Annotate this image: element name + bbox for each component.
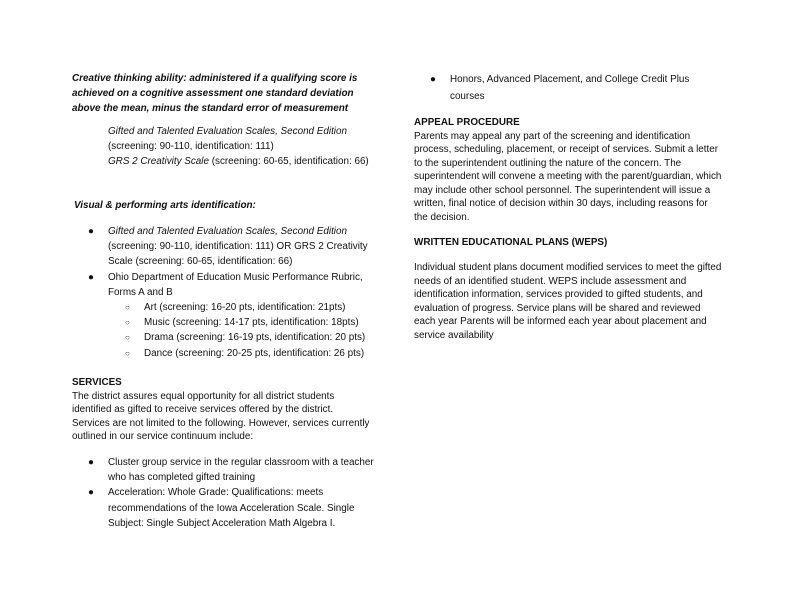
creative-test-gates [108, 124, 378, 154]
service-item: Cluster group service in the regular classroom with a teacher who has completed gifted training [108, 457, 374, 484]
bullet-icon: ● [88, 226, 94, 237]
circle-bullet-icon: ○ [125, 348, 130, 358]
vpa-heading: Visual & performing arts identification: [74, 200, 256, 211]
bullet-icon: ● [88, 457, 94, 468]
list-item [125, 315, 380, 330]
service-item: Honors, Advanced Placement, and College Credit Plus courses [450, 74, 690, 102]
rubric-art: Art (screening: 16-20 pts, identification: 21pts) [144, 302, 346, 314]
rubric-drama: Drama (screening: 16-19 pts, identification: 20 pts) [144, 332, 366, 344]
test-detail: (screening: 90-110, identification: 111) OR GRS 2 Creativity Scale (screening: 60-65, identification: 66) [108, 241, 368, 268]
bullet-icon: ● [88, 271, 94, 283]
list-item [88, 270, 380, 361]
rubric-sublist [125, 300, 380, 361]
weps-heading: WRITTEN EDUCATIONAL PLANS (WEPS) [414, 237, 608, 248]
vpa-list [88, 224, 380, 361]
rubric-music: Music (screening: 14-17 pts, identification: 18pts) [144, 317, 359, 329]
service-item: Acceleration: Whole Grade: Qualifications: meets recommendations of the Iowa Acceleration Scale. Single Subject: Single Subject Acceleration Math Algebra I. [108, 487, 355, 529]
bullet-icon: ● [430, 74, 436, 85]
services-text: The district assures equal opportunity for all district students identified as gifted to receive services offered by the district. Services are not limited to the following. However, services currently outlined in our service continuum include: [72, 390, 370, 443]
list-item [125, 330, 380, 345]
appeal-text: Parents may appeal any part of the screening and identification process, scheduling, placement, or receipt of services. Submit a letter to the superintendent outlining the nature of the concern. The superintendent will convene a meeting with the parent/guardian, which may include other school personnel. The superintendent will issue a written, final notice of decision within 30 days, including reasons for the decision. [414, 130, 722, 223]
services-list-continued [430, 72, 720, 105]
list-item [88, 224, 380, 270]
list-item [88, 485, 378, 531]
bullet-icon: ● [88, 487, 94, 499]
services-section [72, 376, 372, 444]
services-list [88, 455, 378, 531]
creative-tests [108, 124, 378, 170]
list-item [125, 300, 380, 315]
list-item [88, 455, 378, 485]
list-item [430, 72, 720, 105]
test-detail: (screening: 90-110, identification: 111) [108, 141, 274, 153]
rubric-name: Ohio Department of Education Music Performance Rubric, Forms A and B [108, 271, 363, 298]
list-item [125, 346, 380, 361]
test-name: Gifted and Talented Evaluation Scales, Second Edition [108, 226, 347, 237]
weps-text: Individual student plans document modified services to meet the gifted needs of an identified student. WEPS include assessment and identification information, services provided to gifted students, and evaluation of progress. Service plans will be shared and reviewed each year Parents will be informed each year about placement and service availability [414, 262, 722, 341]
rubric-dance: Dance (screening: 20-25 pts, identification: 26 pts) [144, 347, 365, 359]
appeal-section [414, 116, 724, 224]
circle-bullet-icon: ○ [125, 303, 130, 313]
test-detail: (screening: 60-65, identification: 66) [208, 156, 369, 168]
services-heading: SERVICES [72, 377, 122, 388]
circle-bullet-icon: ○ [125, 333, 130, 343]
test-name: GRS 2 Creativity Scale [108, 156, 209, 168]
creative-test-grs [108, 154, 378, 169]
appeal-heading: APPEAL PROCEDURE [414, 117, 520, 128]
circle-bullet-icon: ○ [125, 318, 130, 328]
test-name: Gifted and Talented Evaluation Scales, Second Edition [108, 126, 347, 137]
creative-thinking-heading: Creative thinking ability: administered if a qualifying score is achieved on a cognitive assessment one standard deviation above the mean, minus the standard error of measurement [72, 73, 358, 115]
